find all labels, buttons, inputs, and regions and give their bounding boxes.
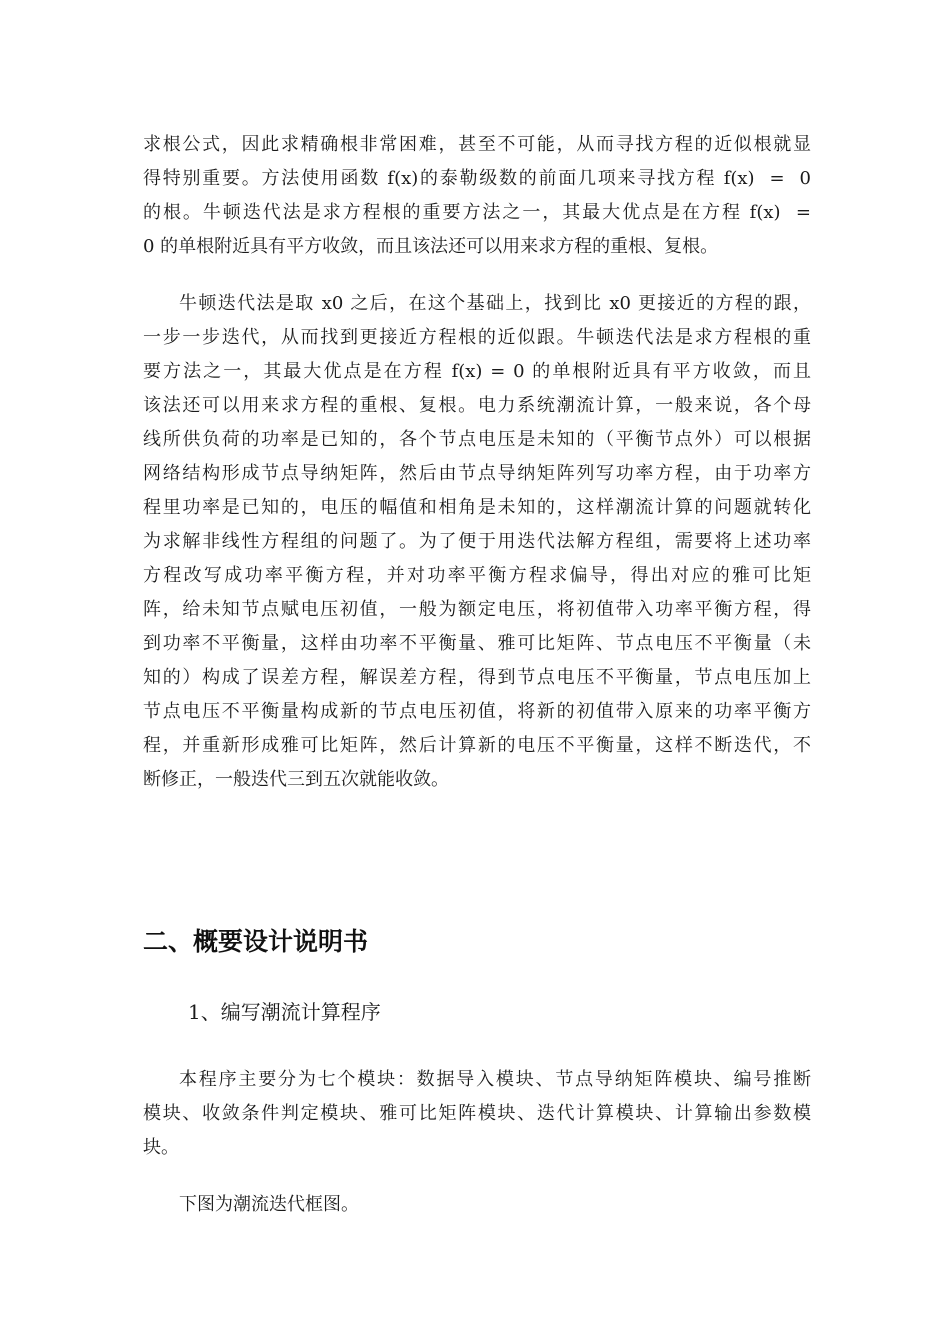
paragraph-figure-caption <box>143 1188 811 1222</box>
text-line: 要方法之一，其最大优点是在方程 f(x) = 0 的单根附近具有平方收敛，而且 <box>143 361 811 382</box>
text-line: 方程改写成功率平衡方程，并对功率平衡方程求偏导，得出对应的雅可比矩 <box>143 565 811 586</box>
section-heading: 二、概要设计说明书 <box>143 927 369 956</box>
text-line: 本程序主要分为七个模块：数据导入模块、节点导纳矩阵模块、编号推断 <box>179 1069 811 1090</box>
text-line: 一步一步迭代，从而找到更接近方程根的近似跟。牛顿迭代法是求方程根的重 <box>143 327 811 348</box>
text-line: 阵，给未知节点赋电压初值，一般为额定电压，将初值带入功率平衡方程，得 <box>143 599 811 620</box>
subsection-heading: 1、编写潮流计算程序 <box>188 1000 381 1024</box>
text-line: 模块、收敛条件判定模块、雅可比矩阵模块、迭代计算模块、计算输出参数模 <box>143 1103 811 1124</box>
text-line: 程里功率是已知的，电压的幅值和相角是未知的，这样潮流计算的问题就转化 <box>143 497 811 518</box>
text-line: 到功率不平衡量，这样由功率不平衡量、雅可比矩阵、节点电压不平衡量（未 <box>143 633 811 654</box>
text-line: 为求解非线性方程组的问题了。为了便于用迭代法解方程组，需要将上述功率 <box>143 531 811 552</box>
text-line: 下图为潮流迭代框图。 <box>179 1194 359 1215</box>
text-line: 牛顿迭代法是取 x0 之后，在这个基础上，找到比 x0 更接近的方程的跟， <box>179 293 811 314</box>
paragraph-newton-powerflow <box>143 287 811 797</box>
text-line: 的根。牛顿迭代法是求方程根的重要方法之一，其最大优点是在方程 f(x) = <box>143 202 811 223</box>
text-line: 网络结构形成节点导纳矩阵，然后由节点导纳矩阵列写功率方程，由于功率方 <box>143 463 811 484</box>
text-line: 求根公式，因此求精确根非常困难，甚至不可能，从而寻找方程的近似根就显 <box>143 134 811 155</box>
paragraph-program-modules <box>143 1063 811 1165</box>
paragraph-newton-intro <box>143 128 811 264</box>
text-line: 断修正，一般迭代三到五次就能收敛。 <box>143 769 449 790</box>
text-line: 该法还可以用来求方程的重根、复根。电力系统潮流计算，一般来说，各个母 <box>143 395 811 416</box>
text-line: 节点电压不平衡量构成新的节点电压初值，将新的初值带入原来的功率平衡方 <box>143 701 811 722</box>
text-line: 块。 <box>143 1137 179 1158</box>
text-line: 知的）构成了误差方程，解误差方程，得到节点电压不平衡量，节点电压加上 <box>143 667 811 688</box>
text-line: 程，并重新形成雅可比矩阵，然后计算新的电压不平衡量，这样不断迭代，不 <box>143 735 811 756</box>
text-line: 线所供负荷的功率是已知的，各个节点电压是未知的（平衡节点外）可以根据 <box>143 429 811 450</box>
text-line: 得特别重要。方法使用函数 f(x)的泰勒级数的前面几项来寻找方程 f(x) = 0 <box>143 168 811 189</box>
text-line: 0 的单根附近具有平方收敛，而且该法还可以用来求方程的重根、复根。 <box>143 236 719 257</box>
